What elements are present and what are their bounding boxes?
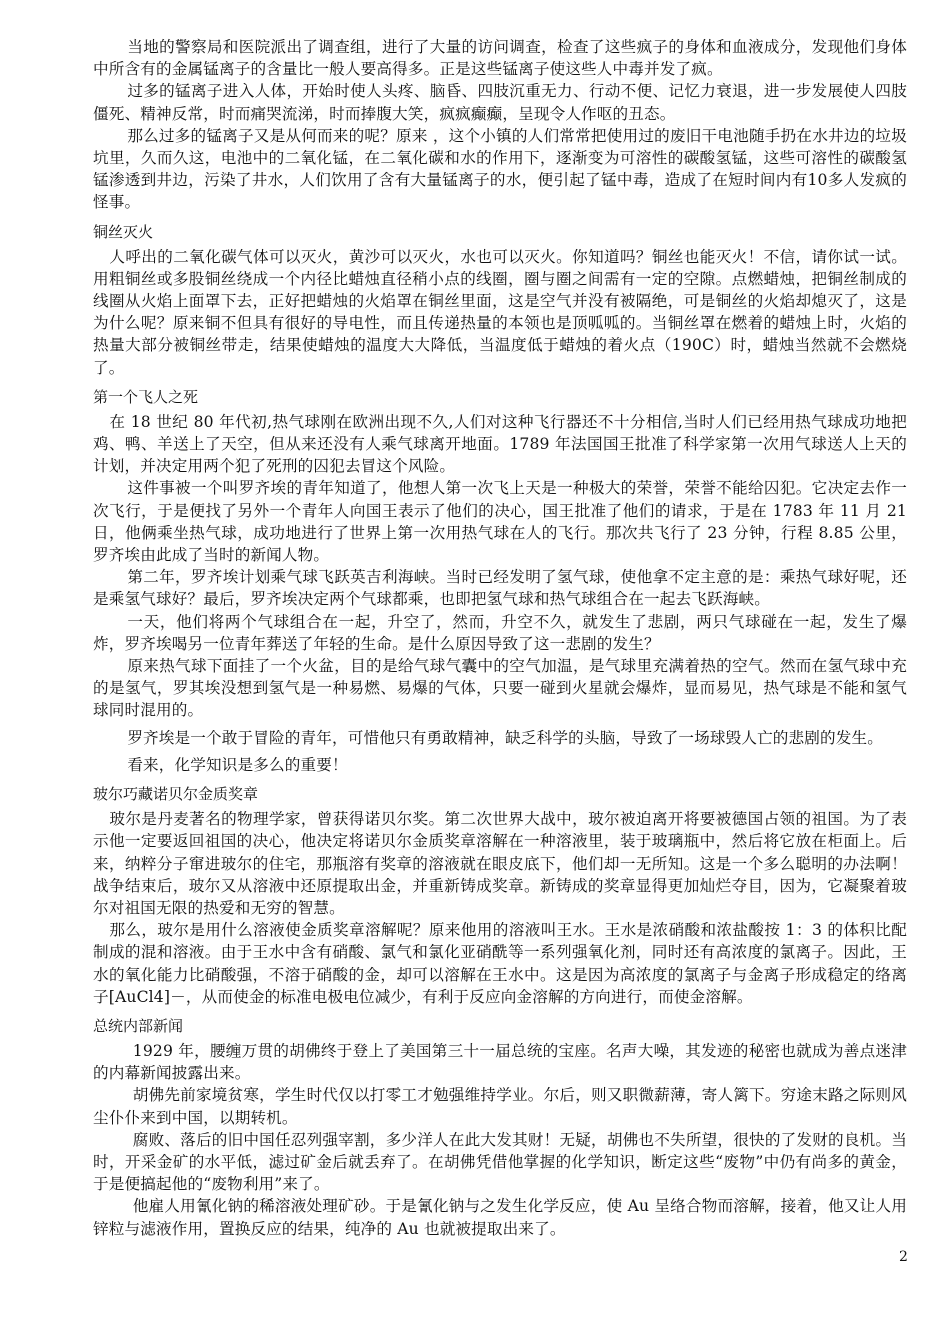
section-first-flyer <box>93 386 907 776</box>
section-copper-wire <box>93 221 907 379</box>
section-bohr-medal <box>93 783 907 1008</box>
paragraph: 腐败、落后的旧中国任忍列强宰割，多少洋人在此大发其财！无疑，胡佛也不失所望，很快的了发财的良机。当时，开采金矿的水平低，滤过矿金后就丢弃了。在胡佛凭借他掌握的化学知识，断定这些“废物”中仍有尚多的黄金，于是便搞起他的“废物利用”来了。 <box>93 1130 907 1194</box>
section-president-news <box>93 1015 907 1240</box>
paragraph: 那么，玻尔是用什么溶液使金质奖章溶解呢？原来他用的溶液叫王水。王水是浓硝酸和浓盐酸按 1：3 的体积比配制成的混和溶液。由于王水中含有硝酸、氯气和氯化亚硝酰等一系列强氧化剂，同时还有高浓度的氯离子。因此，王水的氧化能力比硝酸强，不溶于硝酸的金，却可以溶解在王水中。这是因为高浓度的氯离子与金离子形成稳定的络离子[AuCl4]－，从而使金的标准电极电位减少，有利于反应向金溶解的方向进行，而使金溶解。 <box>93 921 907 1006</box>
paragraph: 当地的警察局和医院派出了调查组，进行了大量的访问调查，检查了这些疯子的身体和血液成分，发现他们身体中所含有的金属锰离子的含量比一般人要高得多。正是这些锰离子使这些人中毒并发了疯。 <box>93 38 907 79</box>
section-heading: 玻尔巧藏诺贝尔金质奖章 <box>93 785 259 804</box>
page-number: 2 <box>899 1249 908 1265</box>
paragraph: 那么过多的锰离子又是从何而来的呢？原来 ，这个小镇的人们常常把使用过的废旧干电池随手扔在水井边的垃圾坑里，久而久这，电池中的二氧化锰，在二氧化碳和水的作用下，逐渐变为可溶性的碳酸氢锰，这些可溶性的碳酸氢锰渗透到井边，污染了井水，人们饮用了含有大量锰离子的水，便引起了锰中毒，造成了在短时间内有10多人发疯的怪事。 <box>93 126 907 212</box>
paragraph: 这件事被一个叫罗齐埃的青年知道了，他想人第一次飞上天是一种极大的荣誉，荣誉不能给囚犯。它决定去作一次飞行，于是便找了另外一个青年人向国王表示了他们的决心，国王批准了他们的请求，于是在 1783 年 11 月 21 日，他俩乘坐热气球，成功地进行了世界上第一次用热气球在人的飞行。那次共飞行了 23 分钟，行程 8.85 公里，罗齐埃由此成了当时的新闻人物。 <box>93 479 907 565</box>
page-content <box>93 36 907 1240</box>
paragraph: 在 18 世纪 80 年代初,热气球刚在欧洲出现不久,人们对这种飞行器还不十分相信,当时人们已经用热气球成功地把鸡、鸭、羊送上了天空，但从来还没有人乘气球离开地面。1789 年法国国王批准了科学家第一次用气球送人上天的计划，并决定用两个犯了死刑的囚犯去冒这个风险。 <box>93 412 907 476</box>
section-heading: 总统内部新闻 <box>93 1016 184 1035</box>
paragraph: 过多的锰离子进入人体，开始时使人头疼、脑昏、四肢沉重无力、行动不便、记忆力衰退，进一步发展使人四肢僵死、精神反常，时而痛哭流涕，时而捧腹大笑，疯疯癫癫，呈现令人作呕的丑态。 <box>93 82 907 123</box>
paragraph: 胡佛先前家境贫寒，学生时代仅以打零工才勉强维持学业。尔后，则又职微薪薄，寄人篱下。穷途末路之际则风尘仆仆来到中国，以期转机。 <box>93 1086 907 1127</box>
paragraph: 玻尔是丹麦著名的物理学家，曾获得诺贝尔奖。第二次世界大战中，玻尔被迫离开将要被德国占领的祖国。为了表示他一定要返回祖国的决心，他决定将诺贝尔金质奖章溶解在一种溶液里，装于玻璃瓶中，然后将它放在柜面上。后来，纳粹分子窜进玻尔的住宅，那瓶溶有奖章的溶液就在眼皮底下，他们却一无所知。这是一个多么聪明的办法啊！战争结束后，玻尔又从溶液中还原提取出金，并重新铸成奖章。新铸成的奖章显得更加灿烂夺目，因为，它凝聚着玻尔对祖国无限的热爱和无穷的智慧。 <box>93 810 907 917</box>
paragraph: 一天，他们将两个气球组合在一起，升空了，然而，升空不久，就发生了悲剧，两只气球碰在一起，发生了爆炸，罗齐埃喝另一位青年葬送了年轻的生命。是什么原因导致了这一悲剧的发生？ <box>93 612 907 653</box>
paragraph: 第二年，罗齐埃计划乘气球飞跃英吉利海峡。当时已经发明了氢气球，使他拿不定主意的是：乘热气球好呢，还是乘氢气球好？最后，罗齐埃决定两个气球都乘，也即把氢气球和热气球组合在一起去飞跃海峡。 <box>93 568 907 609</box>
section-manganese <box>93 36 907 214</box>
paragraph: 原来热气球下面挂了一个火盆，目的是给气球气囊中的空气加温，是气球里充满着热的空气。然而在氢气球中充的是氢气，罗其埃没想到氢气是一种易燃、易爆的气体，只要一碰到火星就会爆炸，显而易见，热气球是不能和氢气球同时混用的。 <box>93 657 907 720</box>
paragraph: 罗齐埃是一个敢于冒险的青年，可惜他只有勇敢精神，缺乏科学的头脑，导致了一场球毁人亡的悲剧的发生。 <box>127 728 884 747</box>
paragraph: 他雇人用氰化钠的稀溶液处理矿砂。于是氰化钠与之发生化学反应，使 Au 呈络合物而溶解，接着，他又让人用锌粒与滤液作用，置换反应的结果，纯净的 Au 也就被提取出来了。 <box>93 1197 907 1238</box>
paragraph: 看来，化学知识是多么的重要！ <box>127 755 348 774</box>
section-heading: 铜丝灭火 <box>93 222 154 241</box>
section-heading: 第一个飞人之死 <box>93 387 199 406</box>
paragraph: 人呼出的二氧化碳气体可以灭火，黄沙可以灭火，水也可以灭火。你知道吗？铜丝也能灭火！不信，请你试一试。用粗铜丝或多股铜丝绕成一个内径比蜡烛直径稍小点的线圈，圈与圈之间需有一定的空隙。点燃蜡烛，把铜丝制成的线圈从火焰上面罩下去，正好把蜡烛的火焰罩在铜丝里面，这是空气并没有被隔绝，可是铜丝的火焰却熄灭了，这是为什么呢？原来铜不但具有很好的导电性，而且传递热量的本领也是顶呱呱的。当铜丝罩在燃着的蜡烛上时，火焰的热量大部分被铜丝带走，结果使蜡烛的温度大大降低，当温度低于蜡烛的着火点（190C）时，蜡烛当然就不会燃烧了。 <box>93 247 907 377</box>
paragraph: 1929 年，腰缠万贯的胡佛终于登上了美国第三十一届总统的宝座。名声大噪，其发迹的秘密也就成为善点迷津的内幕新闻披露出来。 <box>93 1041 907 1083</box>
